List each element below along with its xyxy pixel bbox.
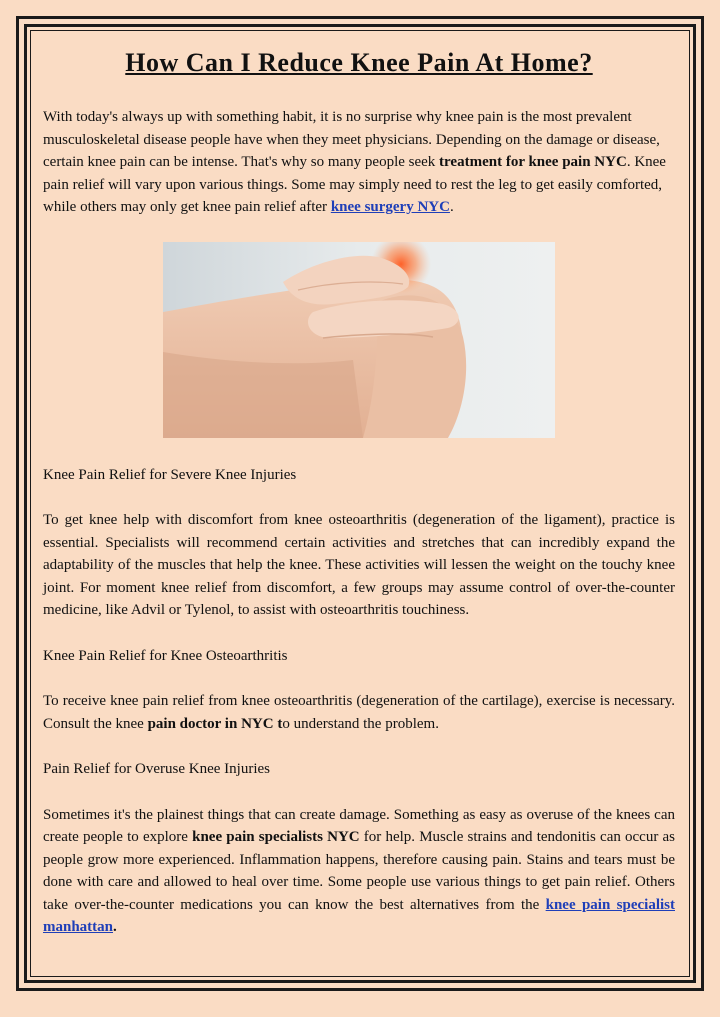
- osteo-bold-keyword: pain doctor in NYC t: [147, 715, 283, 732]
- intro-bold-keyword: treatment for knee pain NYC: [439, 154, 627, 170]
- overuse-bold-keyword: knee pain specialists NYC: [192, 829, 360, 845]
- overuse-paragraph: [43, 804, 675, 939]
- intro-text-1: With today's always up with something habit, it is no surprise why knee pain is the most prevalent musculoskeletal disease people have when they meet physicians. Depending on the damage or disease, certain knee pain can be intense. That's why so many people seek: [43, 109, 660, 170]
- knee-specialist-manhattan-link[interactable]: knee pain specialist manhattan: [43, 896, 675, 935]
- knee-photo: [163, 242, 555, 438]
- document-body: [43, 40, 675, 939]
- severe-injuries-paragraph: To get knee help with discomfort from knee osteoarthritis (degeneration of the ligament), practice is essential. Specialists will recommend certain activities and stretches that can incredibly expand the adaptability of the muscles that help the knee. These activities will lessen the weight on the touchy knee joint. For moment knee relief from discomfort, a few groups may assume control of over-the-counter medicine, like Advil or Tylenol, to assist with osteoarthritis touchiness.: [43, 512, 675, 618]
- section-heading-osteoarthritis: Knee Pain Relief for Knee Osteoarthritis: [43, 647, 288, 664]
- overuse-text-1: Sometimes it's the plainest things that can create damage. Something as easy as overuse of the knees can create people to explore: [43, 806, 675, 845]
- intro-paragraph: [43, 106, 675, 219]
- overuse-text-3: .: [113, 919, 117, 935]
- section-heading-overuse: Pain Relief for Overuse Knee Injuries: [43, 761, 271, 777]
- osteo-text-1: To receive knee pain relief from knee osteoarthritis (degeneration of the cartilage), exercise is necessary. Consult the knee: [43, 693, 675, 732]
- section-heading-severe-injuries: Knee Pain Relief for Severe Knee Injuries: [43, 466, 297, 483]
- page-title: How Can I Reduce Knee Pain At Home?: [125, 48, 593, 77]
- knee-surgery-link[interactable]: knee surgery NYC: [330, 199, 450, 215]
- intro-text-2: . Knee pain relief will vary upon various things. Some may simply need to rest the leg to get easily comforted, while others may only get knee pain relief after: [43, 154, 666, 215]
- osteoarthritis-paragraph: [43, 690, 675, 735]
- overuse-text-2: for help. Muscle strains and tendonitis can occur as people grow more experienced. Inflammation happens, therefore causing pain. Stains and tears must be done with care and allowed to heal over time. Some people use various things to get pain relief. Others take over-the-counter medications you can know the best alternatives from the: [43, 829, 675, 913]
- osteo-text-2: o understand the problem.: [282, 715, 439, 732]
- intro-text-3: .: [449, 199, 454, 215]
